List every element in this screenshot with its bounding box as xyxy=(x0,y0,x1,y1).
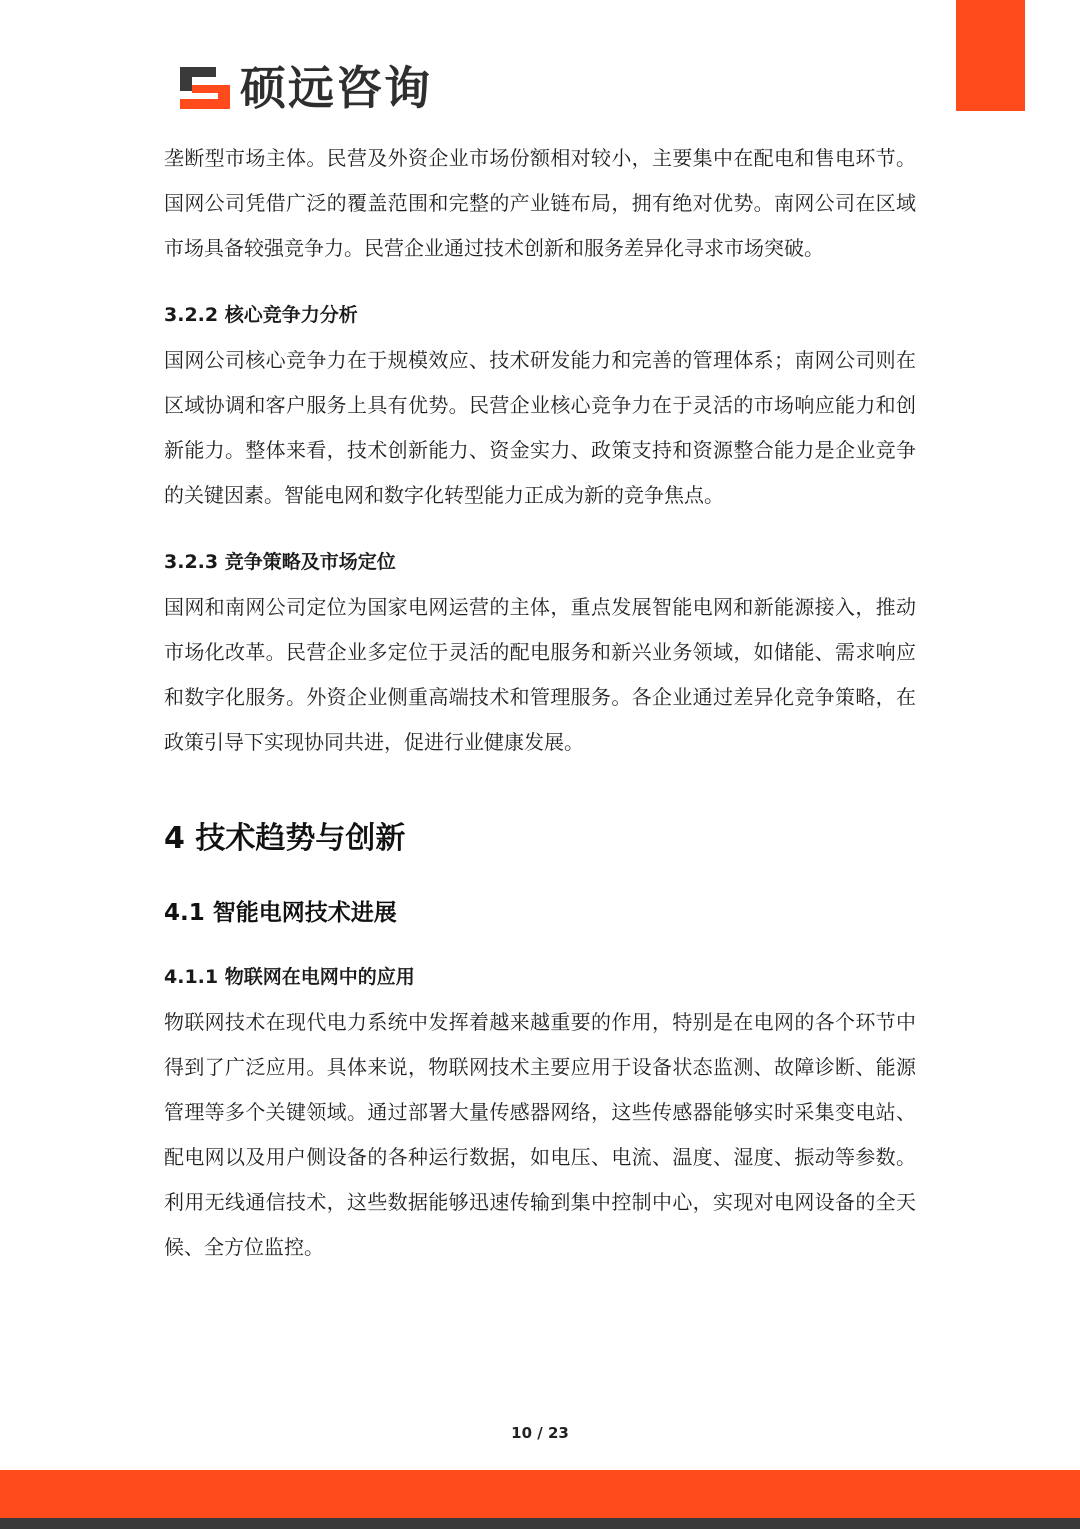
section-4-1-heading: 4.1 智能电网技术进展 xyxy=(164,900,397,926)
intro-paragraph: 垄断型市场主体。民营及外资企业市场份额相对较小，主要集中在配电和售电环节。国网公司凭借广泛的覆盖范围和完整的产业链布局，拥有绝对优势。南网公司在区域市场具备较强竞争力。民营企业通过技术创新和服务差异化寻求市场突破。 xyxy=(164,146,916,260)
footer-bar xyxy=(0,1470,1080,1518)
brand-logo xyxy=(176,58,432,118)
page-number: 10 / 23 xyxy=(511,1424,569,1442)
brand-name: 硕远咨询 xyxy=(240,61,432,115)
footer-line xyxy=(0,1518,1080,1529)
section-3-2-2-heading: 3.2.2 核心竞争力分析 xyxy=(164,304,358,326)
section-3-2-2-paragraph: 国网公司核心竞争力在于规模效应、技术研发能力和完善的管理体系；南网公司则在区域协调和客户服务上具有优势。民营企业核心竞争力在于灵活的市场响应能力和创新能力。整体来看，技术创新能力、资金实力、政策支持和资源整合能力是企业竞争的关键因素。智能电网和数字化转型能力正成为新的竞争焦点。 xyxy=(164,348,916,507)
section-4-1-1-paragraph: 物联网技术在现代电力系统中发挥着越来越重要的作用，特别是在电网的各个环节中得到了广泛应用。具体来说，物联网技术主要应用于设备状态监测、故障诊断、能源管理等多个关键领域。通过部署大量传感器网络，这些传感器能够实时采集变电站、配电网以及用户侧设备的各种运行数据，如电压、电流、温度、湿度、振动等参数。利用无线通信技术，这些数据能够迅速传输到集中控制中心，实现对电网设备的全天候、全方位监控。 xyxy=(164,1010,916,1259)
chapter-4-heading: 4 技术趋势与创新 xyxy=(164,821,406,856)
brand-s-logo-icon xyxy=(176,61,234,115)
document-body xyxy=(164,136,916,1270)
header-accent-block xyxy=(956,0,1025,111)
section-4-1-1-heading: 4.1.1 物联网在电网中的应用 xyxy=(164,966,415,988)
section-3-2-3-heading: 3.2.3 竞争策略及市场定位 xyxy=(164,551,396,573)
section-3-2-3-paragraph: 国网和南网公司定位为国家电网运营的主体，重点发展智能电网和新能源接入，推动市场化改革。民营企业多定位于灵活的配电服务和新兴业务领域，如储能、需求响应和数字化服务。外资企业侧重高端技术和管理服务。各企业通过差异化竞争策略，在政策引导下实现协同共进，促进行业健康发展。 xyxy=(164,595,916,754)
